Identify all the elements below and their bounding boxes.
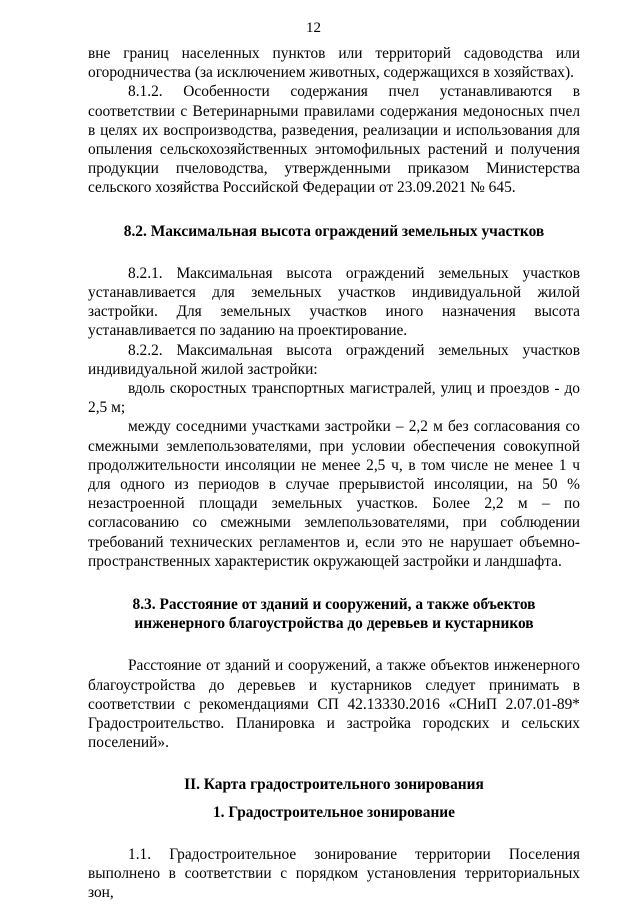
paragraph-neighbors: между соседними участками застройки – 2,2 м без согласования со смежными землепользователями, при условии обеспечения совокупной продолжительности инсоляции не менее 2,5 ч, в том числе не менее 1 ч для одного из периодов в случае прерывистой инсоляции, на 50 % незастроенной площади земельных участков. Более 2,2 м – по согласованию со смежными землепользователями, при соблюдении требований технических регламентов и, если это не нарушает объемно-пространственных характеристик окружающей застройки и ландшафта. [88,418,580,570]
heading-1: 1. Градостроительное зонирование [212,803,456,821]
document-body [88,44,580,903]
paragraph-8-2-2: 8.2.2. Максимальная высота ограждений земельных участков индивидуальной жилой застройки: [88,341,580,378]
heading-section-ii: II. Карта градостроительного зонирования [184,775,484,793]
paragraph-1-1: 1.1. Градостроительное зонирование территории Поселения выполнено в соответствии с порядком установления территориальных зон, [88,845,580,902]
heading-8-3: 8.3. Расстояние от зданий и сооружений, а также объектов инженерного благоустройства до деревьев и кустарников [132,596,536,633]
paragraph-8-3: Расстояние от зданий и сооружений, а также объектов инженерного благоустройства до деревьев и кустарников следует принимать в соответствии с рекомендациями СП 42.13330.2016 «СНиП 2.07.01-89* Градостроительство. Планировка и застройка городских и сельских поселений». [88,657,580,752]
paragraph-8-2-1: 8.2.1. Максимальная высота ограждений земельных участков устанавливается для земельных участков индивидуальной жилой застройки. Для земельных участков иного назначения высота устанавливается по заданию на проектирование. [88,264,580,340]
heading-8-2: 8.2. Максимальная высота ограждений земельных участков [123,222,545,240]
paragraph-8-1-2: 8.1.2. Особенности содержания пчел устанавливаются в соответствии с Ветеринарными правилами содержания медоносных пчел в целях их воспроизводства, разведения, реализации и использования для опыления сельскохозяйственных энтомофильных растений и получения продукции пчеловодства, утвержденными приказом Министерства сельского хозяйства Российской Федерации от 23.09.2021 № 645. [88,83,580,197]
paragraph-roads: вдоль скоростных транспортных магистралей, улиц и проездов - до 2,5 м; [88,380,580,417]
page-number: 12 [306,20,321,36]
paragraph-fragment: вне границ населенных пунктов или территорий садоводства или огородничества (за исключением животных, содержащихся в хозяйствах). [88,45,580,82]
